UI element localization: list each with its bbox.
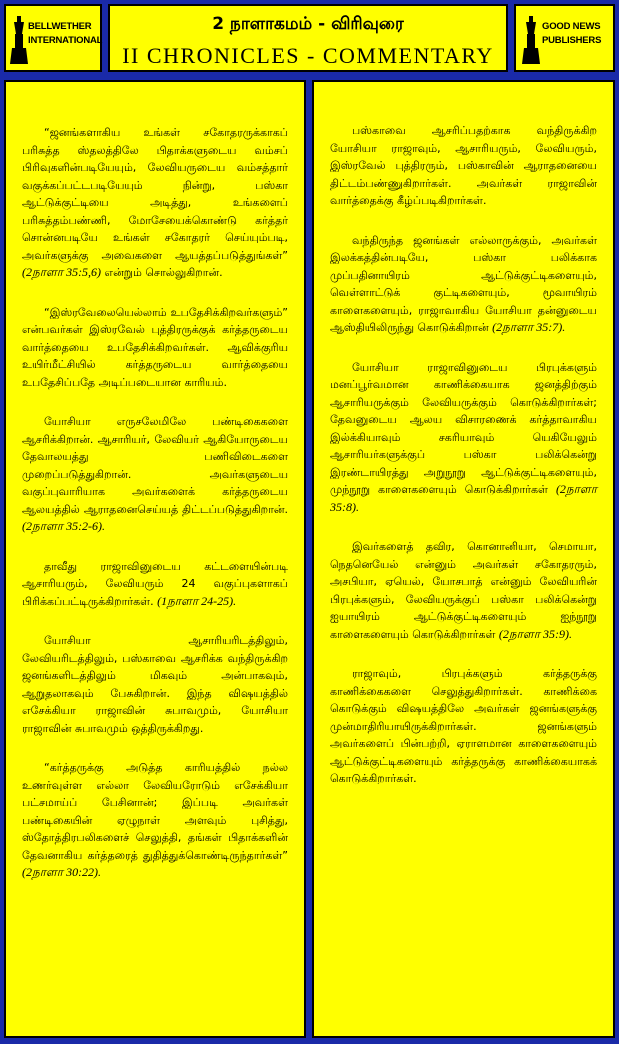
scripture-reference: (2நாளா 30:22).: [22, 865, 102, 879]
bell-tower-icon: [522, 14, 540, 66]
paragraph: [330, 359, 597, 517]
english-title: II CHRONICLES - COMMENTARY: [122, 43, 494, 68]
scripture-reference: (2நாளா 35:9).: [498, 626, 572, 641]
paragraph-text: யோசியா ராஜாவினுடைய பிரபுக்களும் மனப்பூர்வமான காணிக்கையாக ஜனத்திற்கும் ஆசாரியருக்கும் லேவியருக்கும் கொடுக்கிறார்கள்; தேவனுடைய ஆலய விசாரணைக் கர்த்தாவாகிய இல்க்கியாவும் சகரியாவும் யெகியேலும் ஆசாரியர்களுக்குப் பஸ்கா பலிக்கென்று இரண்டாயிரத்து அறுநூறு ஆட்டுக்குட்டிகளையும், முந்நூறு காளைகளையும் கொடுக்கிறார்கள்: [330, 360, 597, 496]
paragraph-text-after: என்றும் சொல்லுகிறான்.: [101, 266, 223, 279]
paragraph-text: “கர்த்தருக்கு அடுத்த காரியத்தில் நல்ல உணர்வுள்ள எல்லா லேவியரோடும் எசேக்கியா பட்சமாய்ப் பேசினான்; இப்படி அவர்கள் பண்டிகையின் ஏழுநாள் அளவும் புசித்து, ஸ்தோத்திரபலிகளைச் செலுத்தி, தங்கள் பிதாக்களின் தேவனாகிய கர்த்தரைத் துதித்துக்கொண்டிருந்தார்கள்”: [22, 761, 288, 862]
logo-left-line1: BELLWETHER: [28, 21, 92, 32]
paragraph: [330, 122, 597, 210]
paragraph-text: பஸ்காவை ஆசரிப்பதற்காக வந்திருக்கிற யோசியா ராஜாவும், ஆசாரியரும், லேவியரும், இஸ்ரவேல் புத்திரரும், பஸ்காவின் ஆராதனையை திட்டம்பண்ணுகிறார்கள். அவர்கள் ராஜாவின் வார்த்தைக்கு கீழ்ப்படிகிறார்கள்.: [330, 124, 597, 207]
paragraph: [330, 538, 597, 643]
paragraph-text: யோசியா எருசலேமிலே பண்டிகைகளை ஆசரிக்கிறான். ஆசாரியர், லேவியர் ஆகியோருடைய தேவாலயத்து பணிவிடைகளை முறைப்படுத்துகிறான். அவர்களுடைய வகுப்புவாரியாக அவர்களைக் கர்த்தருடைய ஆலயத்தில் ஆராதனைசெய்யத் திட்டப்படுத்துகிறான்.: [22, 415, 288, 516]
logo-right-line1: GOOD NEWS: [542, 21, 601, 32]
paragraph: [330, 232, 597, 337]
left-column: [4, 80, 306, 1038]
paragraph: [22, 558, 288, 611]
tamil-title: 2 நாளாகமம் - விரிவுரை: [212, 14, 404, 34]
paragraph-text: இவர்களைத் தவிர, கொனானியா, செமாயா, நெதனெயேல் என்னும் அவர்கள் சகோதரரும், அசபியா, ஏயெல், யோசபாத் என்னும் லேவியரின் பிரபுக்களும், லேவியருக்குப் பஸ்கா பலிக்கென்று ஐயாயிரம் ஆட்டுக்குட்டிகளையும் ஐந்நூறு காளைகளையும் கொடுக்கிறார்கள்: [330, 540, 597, 641]
scripture-reference: (2நாளா 35:5,6): [22, 265, 102, 279]
paragraph-text: வந்திருந்த ஜனங்கள் எல்லாருக்கும், அவர்கள் இலக்கத்தின்படியே, பஸ்கா பலிக்காக முப்பதினாயிரம் ஆட்டுக்குட்டிகளையும், வெள்ளாட்டுக் குட்டிகளையும், மூவாயிரம் காளைகளையும், ராஜாவாகிய யோசியா தன்னுடைய ஆஸ்தியிலிருந்து கொடுக்கிறான்: [330, 233, 597, 334]
paragraph-text: யோசியா ஆசாரியரிடத்திலும், லேவியரிடத்திலும், பஸ்காவை ஆசரிக்க வந்திருக்கிற ஜனங்களிடத்திலும் மிகவும் அன்பாகவும், ஆறுதலாகவும் பேசுகிறான். இந்த விஷயத்தில் எசேக்கியா ராஜாவின் சுபாவமும், யோசியா ராஜாவின் சுபாவமும் ஒத்திருக்கிறது.: [22, 634, 288, 735]
logo-right-line2: PUBLISHERS: [542, 35, 602, 46]
paragraph: [22, 304, 288, 392]
paragraph: [22, 413, 288, 536]
page-header: [108, 4, 508, 72]
good-news-logo: [514, 4, 615, 72]
scripture-reference: (2நாளா 35:2-6).: [22, 519, 106, 533]
scripture-reference: (2நாளா 35:8).: [330, 482, 597, 514]
scripture-reference: (1நாளா 24-25).: [157, 593, 237, 608]
right-column: [312, 80, 615, 1038]
paragraph-text: தாவீது ராஜாவினுடைய கட்டளையின்படி ஆசாரியரும், லேவியரும் 24 வகுப்புகளாகப் பிரிக்கப்பட்டிருக்கிறார்கள்.: [22, 559, 288, 608]
paragraph: [330, 665, 597, 788]
paragraph-text: ராஜாவும், பிரபுக்களும் கர்த்தருக்கு காணிக்கைகளை செலுத்துகிறார்கள். காணிக்கை கொடுக்கும் விஷயத்திலே அவர்கள் ஜனங்களுக்கு முன்மாதிரியாயிருக்கிறார்கள். ஜனங்களும் அவர்களைப் பின்பற்றி, ஏராளமான காளைகளையும் ஆட்டுக்குட்டிகளையும் கர்த்தருக்கு காணிக்கையாகக் கொடுக்கிறார்கள்.: [330, 667, 597, 785]
paragraph: [22, 759, 288, 882]
paragraph-text: “இஸ்ரவேலையெல்லாம் உபதேசிக்கிறவர்களும்” என்பவர்கள் இஸ்ரவேல் புத்திரருக்குக் கர்த்தருடைய வார்த்தையை உபதேசிக்கிறவர்கள். ஆவிக்குரிய உயிர்மீட்சியில் கர்த்தருடைய வார்த்தையை உபதேசிப்பதே அடிப்படையான காரியம்.: [22, 305, 288, 389]
logo-left-line2: INTERNATIONAL: [28, 35, 103, 46]
bell-tower-icon: [10, 14, 28, 66]
scripture-reference: (2நாளா 35:7).: [492, 320, 566, 334]
bellwether-logo: [4, 4, 102, 72]
paragraph: [22, 632, 288, 737]
paragraph-text: “ஜனங்களாகிய உங்கள் சகோதரருக்காகப் பரிசுத்த ஸ்தலத்திலே பிதாக்களுடைய வம்சப் பிரிவுகளின்படியேயும், லேவியருடைய வம்சத்தார் வகுக்கப்பட்டபடியேயும் நின்று, பஸ்கா ஆட்டுக்குட்டியை அடித்து, உங்களைப் பரிசுத்தம்பண்ணி, மோசேயைக்கொண்டு கர்த்தர் சொன்னபடியே உங்கள் சகோதரர் செய்யும்படி, அவர்களுக்கு அவைகளை ஆயத்தப்படுத்துங்கள்”: [22, 126, 288, 262]
paragraph: [22, 124, 288, 282]
